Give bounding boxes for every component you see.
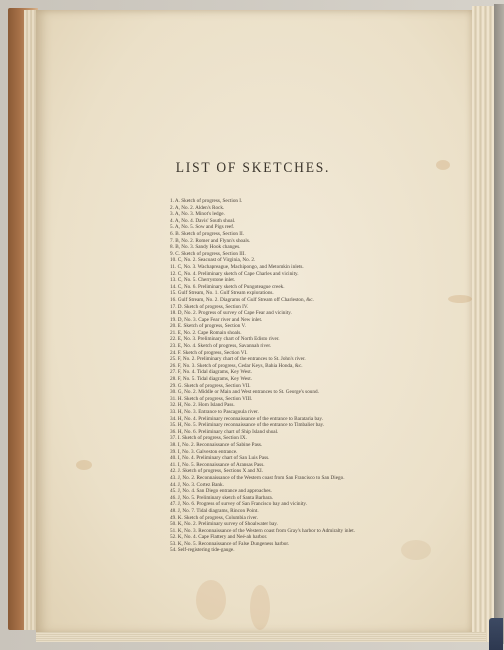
- page-edges-right: [472, 6, 496, 642]
- list-item: 23. E, No. 4. Sketch of progress, Savannah river.: [170, 343, 272, 350]
- list-item: 30. G, No. 2. Middle or Main and West entrances to St. George's sound.: [170, 389, 319, 396]
- list-item: 44. J, No. 3. Cortez Bank.: [170, 481, 224, 488]
- list-item: 51. K, No. 3. Reconnaissance of the Western coast from Gray's harbor to Admiralty inlet.: [170, 527, 355, 534]
- list-item: 52. K, No. 4. Cape Flattery and Neé-ah harbor.: [170, 534, 268, 541]
- list-item: 14. C, No. 6. Preliminary sketch of Pungoteague creek.: [170, 283, 285, 290]
- list-item: 12. C, No. 4. Preliminary sketch of Cape Charles and vicinity.: [170, 270, 299, 277]
- list-item: 54. Self-registering tide-gauge.: [170, 547, 235, 554]
- list-item: 50. K, No. 2. Preliminary survey of Shoalwater bay.: [170, 521, 278, 528]
- list-item: 3. A, No. 3. Minot's ledge.: [170, 211, 225, 218]
- list-item: 28. F, No. 5. Tidal diagrams, Key West.: [170, 376, 252, 383]
- list-item: 42. J. Sketch of progress, Sections X and XI.: [170, 468, 264, 475]
- list-item: 11. C, No. 3. Wachapreague, Machipongo, and Metomkin inlets.: [170, 263, 304, 270]
- list-item: 27. F, No. 4. Tidal diagrams, Key West.: [170, 369, 252, 376]
- stain: [250, 585, 270, 630]
- list-item: 47. J, No. 6. Progress of survey of San Francisco bay and vicinity.: [170, 501, 307, 508]
- list-item: 15. Gulf Stream, No. 1. Gulf Stream explorations.: [170, 290, 274, 297]
- list-item: 33. H, No. 3. Entrance to Pascagoula river.: [170, 409, 259, 415]
- list-item: 39. I, No. 3. Galveston entrance.: [170, 448, 238, 455]
- list-item: 2. A, No. 2. Alden's Rock.: [170, 204, 225, 211]
- list-item: 41. I, No. 5. Reconnaissance of Aransas Pass.: [170, 461, 265, 468]
- list-item: 49. K. Sketch of progress, Columbia river.: [170, 514, 258, 521]
- list-item: 34. H, No. 4. Preliminary reconnaissance of the entrance to Barataria bay.: [170, 415, 323, 422]
- list-item: 10. C, No. 2. Seacoast of Virginia, No. 2.: [170, 257, 256, 264]
- holder-thumb: [489, 618, 503, 650]
- list-item: 22. E, No. 3. Preliminary chart of North Edisto river.: [170, 336, 280, 343]
- list-item: 7. B, No. 2. Romer and Flynn's shoals.: [170, 237, 251, 244]
- list-item: 31. H. Sketch of progress, Section VIII.: [170, 395, 253, 402]
- list-item: 17. D. Sketch of progress, Section IV.: [170, 303, 249, 310]
- list-item: 4. A, No. 4. Davis' South shoal.: [170, 217, 236, 224]
- list-item: 21. E, No. 2. Cape Romain shoals.: [170, 329, 242, 336]
- list-item: 36. H, No. 6. Preliminary chart of Ship Island shoal.: [170, 428, 279, 435]
- list-item: 13. C, No. 5. Cherrystone inlet.: [170, 277, 236, 284]
- sketch-list: [170, 198, 470, 554]
- list-item: 48. J, No. 7. Tidal diagrams, Rincon Point.: [170, 507, 259, 514]
- list-item: 38. I, No. 2. Reconnaissance of Sabine Pass.: [170, 441, 263, 448]
- list-item: 9. C. Sketch of progress, Section III.: [170, 250, 246, 257]
- stain: [76, 460, 92, 470]
- list-item: 19. D, No. 3. Cape Fear river and New inlet.: [170, 316, 263, 323]
- list-item: 24. F. Sketch of progress, Section VI.: [170, 349, 248, 356]
- list-item: 20. E. Sketch of progress, Section V.: [170, 323, 246, 330]
- list-item: 37. I. Sketch of progress, Section IX.: [170, 435, 247, 442]
- list-item: 16. Gulf Stream, No. 2. Diagrams of Gulf Stream off Charleston, &c.: [170, 296, 314, 303]
- page-title: LIST OF SKETCHES.: [175, 160, 331, 176]
- list-item: 35. H, No. 5. Preliminary reconnaissance of the entrance to Timbalier bay.: [170, 422, 325, 429]
- stain: [196, 580, 226, 620]
- list-item: 45. J, No. 4. San Diego entrance and approaches.: [170, 488, 272, 495]
- list-item: 1. A. Sketch of progress, Section I.: [170, 198, 243, 204]
- list-item: 40. I, No. 4. Preliminary chart of San Luis Pass.: [170, 455, 270, 462]
- list-item: 6. B. Sketch of progress, Section II.: [170, 230, 245, 237]
- list-item: 53. K, No. 5. Reconnaissance of False Dungeness harbor.: [170, 540, 290, 547]
- list-item: 8. B, No. 3. Sandy Hook changes.: [170, 244, 241, 251]
- list-item: 5. A, No. 5. Sow and Pigs reef.: [170, 224, 235, 231]
- list-item: 29. G. Sketch of progress, Section VII.: [170, 382, 251, 389]
- page-edges-bottom: [36, 632, 486, 642]
- list-item: 25. F, No. 2. Preliminary chart of the entrances to St. John's river.: [170, 356, 306, 363]
- book-cover-right: [494, 4, 504, 644]
- list-item: 32. H, No. 2. Horn Island Pass.: [170, 402, 235, 409]
- list-item: 18. D, No. 2. Progress of survey of Cape Fear and vicinity.: [170, 310, 292, 317]
- list-item: 26. F, No. 3. Sketch of progress, Cedar Keys, Bahia Honda, &c.: [170, 362, 303, 369]
- list-item: 46. J, No. 5. Preliminary sketch of Santa Barbara.: [170, 494, 274, 501]
- list-item: 43. J, No. 2. Reconnaissance of the Western coast from San Francisco to San Diego.: [170, 474, 345, 481]
